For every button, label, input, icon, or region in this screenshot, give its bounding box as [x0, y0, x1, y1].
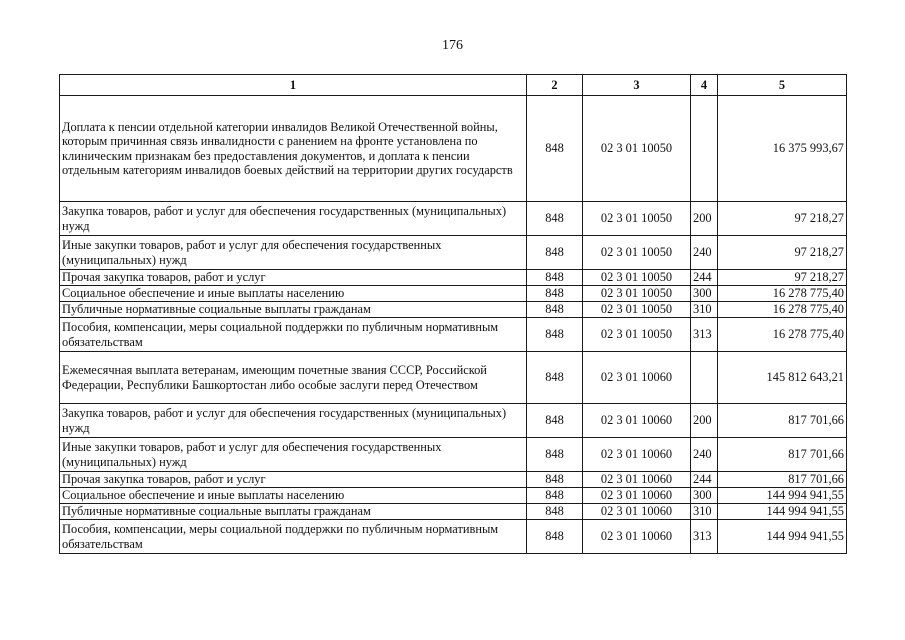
table-row — [60, 286, 847, 302]
row-admin-code: 848 — [527, 318, 583, 352]
row-admin-code: 848 — [527, 404, 583, 438]
row-admin-code: 848 — [527, 504, 583, 520]
header-col-3: 3 — [583, 75, 691, 96]
row-admin-code: 848 — [527, 352, 583, 404]
row-admin-code: 848 — [527, 520, 583, 554]
row-description: Прочая закупка товаров, работ и услуг — [60, 472, 527, 488]
row-expense-type: 300 — [691, 286, 718, 302]
row-expense-type: 313 — [691, 318, 718, 352]
row-description: Закупка товаров, работ и услуг для обеспечения государственных (муниципальных) нужд — [60, 404, 527, 438]
row-target-code: 02 3 01 10050 — [583, 96, 691, 202]
table-row — [60, 302, 847, 318]
row-description: Социальное обеспечение и иные выплаты населению — [60, 286, 527, 302]
row-target-code: 02 3 01 10050 — [583, 270, 691, 286]
table-row — [60, 520, 847, 554]
row-admin-code: 848 — [527, 202, 583, 236]
row-amount: 16 278 775,40 — [718, 286, 847, 302]
row-expense-type: 310 — [691, 504, 718, 520]
row-amount: 16 278 775,40 — [718, 302, 847, 318]
row-admin-code: 848 — [527, 488, 583, 504]
row-description: Ежемесячная выплата ветеранам, имеющим почетные звания СССР, Российской Федерации, Республики Башкортостан либо особые заслуги перед Отечеством — [60, 352, 527, 404]
row-expense-type: 244 — [691, 270, 718, 286]
row-admin-code: 848 — [527, 472, 583, 488]
row-description: Пособия, компенсации, меры социальной поддержки по публичным нормативным обязательствам — [60, 318, 527, 352]
row-target-code: 02 3 01 10060 — [583, 404, 691, 438]
page-number: 176 — [442, 38, 463, 53]
row-target-code: 02 3 01 10060 — [583, 472, 691, 488]
row-target-code: 02 3 01 10060 — [583, 488, 691, 504]
row-expense-type: 240 — [691, 236, 718, 270]
table-row — [60, 472, 847, 488]
row-target-code: 02 3 01 10050 — [583, 236, 691, 270]
row-admin-code: 848 — [527, 438, 583, 472]
row-target-code: 02 3 01 10060 — [583, 520, 691, 554]
row-amount: 817 701,66 — [718, 438, 847, 472]
header-col-4: 4 — [691, 75, 718, 96]
row-expense-type — [691, 96, 718, 202]
row-admin-code: 848 — [527, 236, 583, 270]
row-expense-type: 244 — [691, 472, 718, 488]
row-target-code: 02 3 01 10060 — [583, 504, 691, 520]
row-target-code: 02 3 01 10060 — [583, 438, 691, 472]
budget-table — [59, 74, 847, 554]
row-description: Социальное обеспечение и иные выплаты населению — [60, 488, 527, 504]
row-amount: 817 701,66 — [718, 404, 847, 438]
table-row — [60, 318, 847, 352]
row-amount: 144 994 941,55 — [718, 488, 847, 504]
row-amount: 16 278 775,40 — [718, 318, 847, 352]
row-target-code: 02 3 01 10050 — [583, 318, 691, 352]
row-amount: 97 218,27 — [718, 236, 847, 270]
row-target-code: 02 3 01 10050 — [583, 286, 691, 302]
row-expense-type: 200 — [691, 202, 718, 236]
header-col-5: 5 — [718, 75, 847, 96]
row-description: Доплата к пенсии отдельной категории инвалидов Великой Отечественной войны, которым причинная связь инвалидности с ранением на фронте установлена по клиническим признакам без предоставления документов, и доплата к пенсии отдельным категориям инвалидов боевых действий на территории других государств — [60, 96, 527, 202]
row-target-code: 02 3 01 10050 — [583, 302, 691, 318]
row-description: Прочая закупка товаров, работ и услуг — [60, 270, 527, 286]
row-expense-type: 310 — [691, 302, 718, 318]
table-row — [60, 488, 847, 504]
row-amount: 817 701,66 — [718, 472, 847, 488]
table-row — [60, 236, 847, 270]
row-amount: 145 812 643,21 — [718, 352, 847, 404]
row-amount: 97 218,27 — [718, 270, 847, 286]
row-target-code: 02 3 01 10060 — [583, 352, 691, 404]
row-expense-type — [691, 352, 718, 404]
row-description: Пособия, компенсации, меры социальной поддержки по публичным нормативным обязательствам — [60, 520, 527, 554]
row-amount: 144 994 941,55 — [718, 504, 847, 520]
table-row — [60, 96, 847, 202]
row-description: Иные закупки товаров, работ и услуг для обеспечения государственных (муниципальных) нужд — [60, 236, 527, 270]
row-amount: 144 994 941,55 — [718, 520, 847, 554]
row-amount: 97 218,27 — [718, 202, 847, 236]
table-row — [60, 202, 847, 236]
row-amount: 16 375 993,67 — [718, 96, 847, 202]
row-target-code: 02 3 01 10050 — [583, 202, 691, 236]
row-expense-type: 200 — [691, 404, 718, 438]
table-row — [60, 352, 847, 404]
row-expense-type: 300 — [691, 488, 718, 504]
row-admin-code: 848 — [527, 96, 583, 202]
row-admin-code: 848 — [527, 286, 583, 302]
table-row — [60, 404, 847, 438]
header-row — [60, 75, 847, 96]
header-col-1: 1 — [60, 75, 527, 96]
table-row — [60, 438, 847, 472]
row-expense-type: 313 — [691, 520, 718, 554]
row-description: Публичные нормативные социальные выплаты гражданам — [60, 504, 527, 520]
row-admin-code: 848 — [527, 302, 583, 318]
row-expense-type: 240 — [691, 438, 718, 472]
row-description: Публичные нормативные социальные выплаты гражданам — [60, 302, 527, 318]
table-row — [60, 270, 847, 286]
table-row — [60, 504, 847, 520]
row-description: Иные закупки товаров, работ и услуг для обеспечения государственных (муниципальных) нужд — [60, 438, 527, 472]
row-description: Закупка товаров, работ и услуг для обеспечения государственных (муниципальных) нужд — [60, 202, 527, 236]
row-admin-code: 848 — [527, 270, 583, 286]
header-col-2: 2 — [527, 75, 583, 96]
